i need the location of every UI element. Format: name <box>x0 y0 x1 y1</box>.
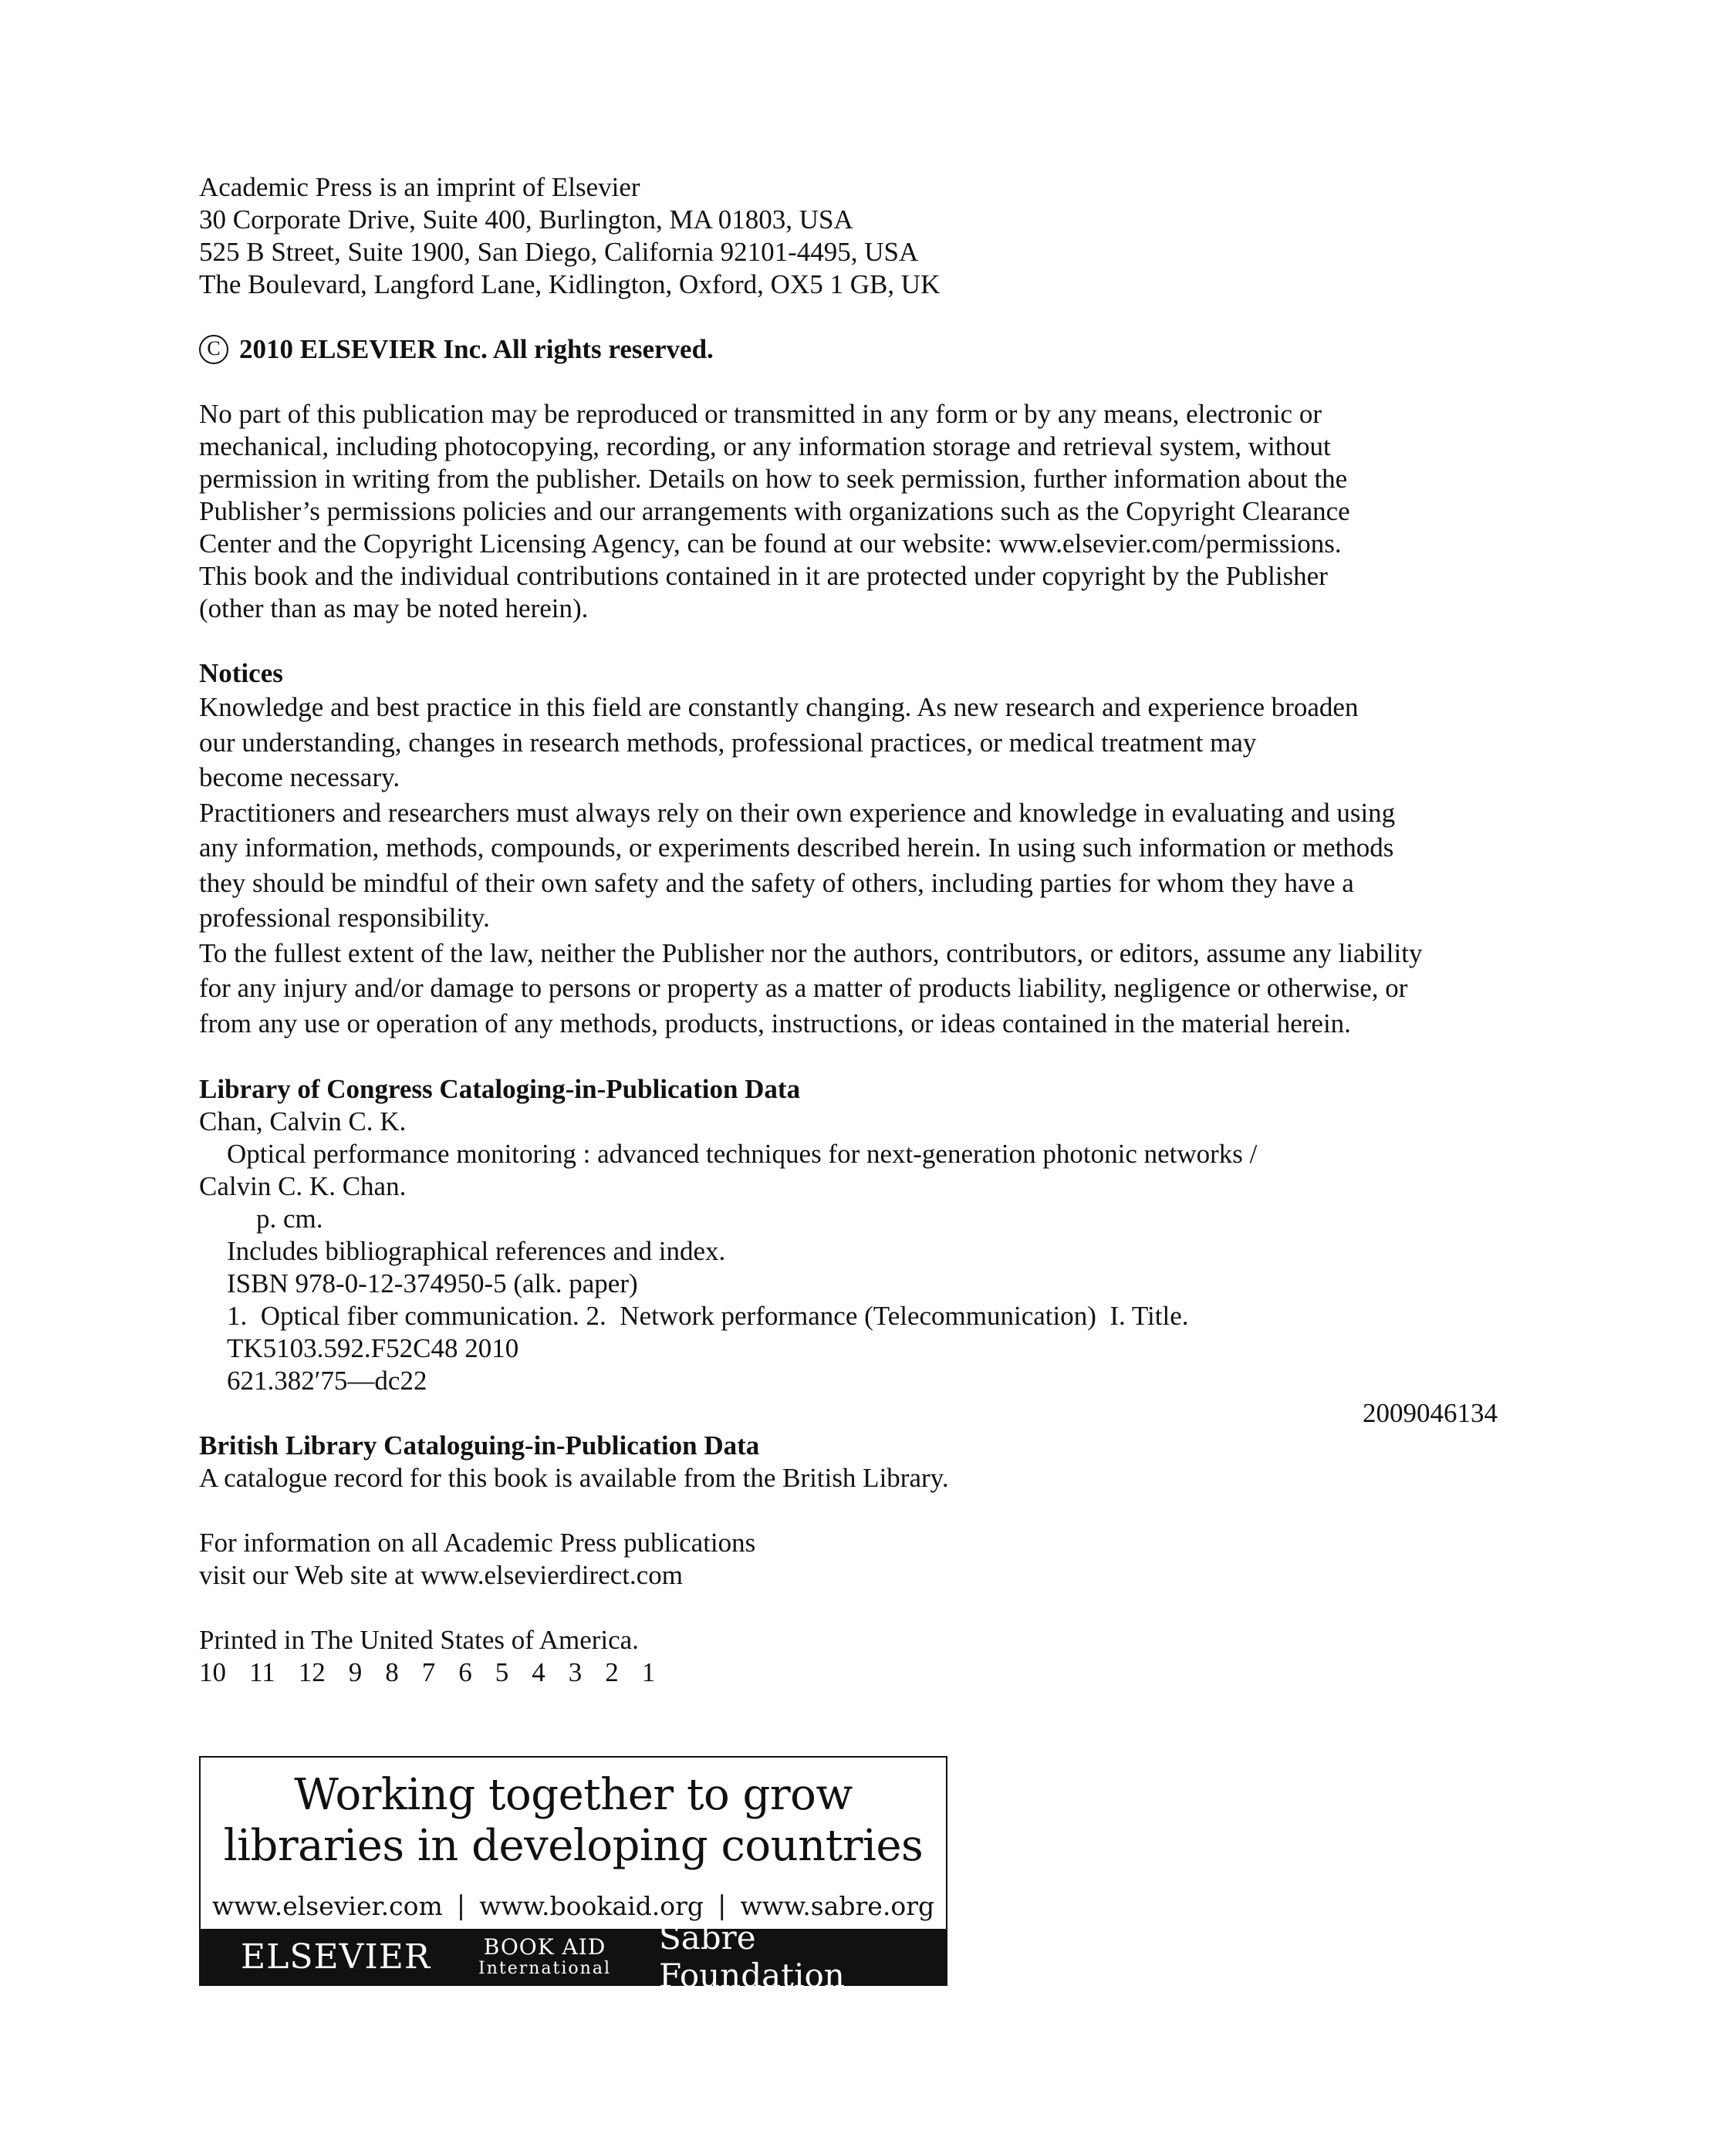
bookaid-logo-bottom: International <box>478 1958 611 1978</box>
info-line: For information on all Academic Press publications <box>199 1528 756 1558</box>
printing-number: 5 <box>495 1657 509 1687</box>
notice-line: any information, methods, compounds, or experiments described herein. In using such information or methods <box>199 832 1394 863</box>
elsevier-url-link[interactable]: www.elsevier.com <box>211 1890 443 1921</box>
notice-line: Knowledge and best practice in this field are constantly changing. As new research and experience broaden <box>199 692 1359 722</box>
loc-cip-section <box>199 1073 1542 1430</box>
printed-in: Printed in The United States of America. <box>199 1625 639 1655</box>
printing-number: 3 <box>568 1657 583 1687</box>
notice-line: professional responsibility. <box>199 903 490 933</box>
info-website-line: visit our Web site at www.elsevierdirect.com <box>199 1560 684 1590</box>
rights-line: mechanical, including photocopying, recording, or any information storage and retrieval system, without <box>199 431 1331 461</box>
sabre-url-link[interactable]: www.sabre.org <box>740 1890 935 1921</box>
cip-title-continued: Calvin C. K. Chan. <box>199 1171 407 1201</box>
printing-number: 8 <box>385 1657 399 1687</box>
url-separator: | <box>718 1890 727 1921</box>
banner-headline-line: libraries in developing countries <box>223 1821 924 1871</box>
notice-line: for any injury and/or damage to persons or property as a matter of products liability, negligence or otherwise, or <box>199 973 1408 1003</box>
cip-bibliography: Includes bibliographical references and index. <box>227 1236 726 1266</box>
british-cip-section <box>199 1430 1542 1494</box>
printing-number: 11 <box>249 1657 275 1687</box>
notices-section <box>199 657 1542 1041</box>
british-cip-text: A catalogue record for this book is available from the British Library. <box>199 1463 949 1493</box>
url-separator: | <box>456 1890 466 1921</box>
notice-line: they should be mindful of their own safety and the safety of others, including parties for whom they have a <box>199 867 1354 898</box>
address-line: 30 Corporate Drive, Suite 400, Burlington, MA 01803, USA <box>199 204 853 235</box>
rights-line: This book and the individual contributions contained in it are protected under copyright by the Publisher <box>199 561 1328 591</box>
british-cip-heading: British Library Cataloguing-in-Publication Data <box>199 1430 760 1461</box>
printing-number: 12 <box>298 1657 326 1687</box>
printing-number: 10 <box>199 1657 226 1687</box>
banner-headline <box>201 1770 946 1872</box>
notice-line: our understanding, changes in research methods, professional practices, or medical treatment may <box>199 727 1257 758</box>
imprint-line: Academic Press is an imprint of Elsevier <box>199 172 640 202</box>
address-line: 525 B Street, Suite 1900, San Diego, California 92101-4495, USA <box>199 237 919 267</box>
sabre-foundation-logo: Sabre Foundation <box>658 1919 845 1994</box>
cip-lccn: 2009046134 <box>1363 1398 1498 1428</box>
loc-cip-heading: Library of Congress Cataloging-in-Publication Data <box>199 1074 801 1104</box>
cip-title: Optical performance monitoring : advanced techniques for next-generation photonic networks / <box>227 1139 1258 1169</box>
address-line: The Boulevard, Langford Lane, Kidlington, Oxford, OX5 1 GB, UK <box>199 269 941 299</box>
cip-lc-class: TK5103.592.F52C48 2010 <box>227 1333 519 1363</box>
cip-isbn: ISBN 978-0-12-374950-5 (alk. paper) <box>227 1268 638 1298</box>
cip-subjects: 1. Optical fiber communication. 2. Network performance (Telecommunication) I. Title. <box>227 1301 1189 1331</box>
banner-headline-line: Working together to grow <box>294 1770 853 1820</box>
printing-number: 1 <box>641 1657 656 1687</box>
printing-number: 4 <box>532 1657 545 1687</box>
printing-section <box>199 1624 1542 1689</box>
notice-line: Practitioners and researchers must always rely on their own experience and knowledge in evaluating and using <box>199 797 1396 828</box>
notice-line: To the fullest extent of the law, neither the Publisher nor the authors, contributors, or editors, assume any liability <box>199 937 1423 968</box>
info-section <box>199 1527 1542 1592</box>
rights-line: No part of this publication may be reproduced or transmitted in any form or by any means, electronic or <box>199 399 1322 429</box>
rights-line: (other than as may be noted herein). <box>199 593 589 623</box>
elsevier-logo: ELSEVIER <box>241 1937 431 1977</box>
printing-number: 6 <box>458 1657 472 1687</box>
printing-number: 7 <box>421 1657 436 1687</box>
printing-number-line <box>199 1656 1542 1689</box>
copyright-symbol-icon: C <box>199 335 228 364</box>
rights-paragraph <box>199 398 1542 625</box>
cip-dewey: 621.382′75—dc22 <box>227 1366 427 1396</box>
copyright-page <box>199 171 1542 1689</box>
bookaid-url-link[interactable]: www.bookaid.org <box>479 1890 704 1921</box>
bookaid-logo-top: BOOK AID <box>483 1933 606 1960</box>
notice-line: become necessary. <box>199 762 400 792</box>
copyright-text: 2010 ELSEVIER Inc. All rights reserved. <box>239 334 714 364</box>
rights-line: permission in writing from the publisher. Details on how to seek permission, further information about the <box>199 464 1348 494</box>
bookaid-logo <box>478 1933 611 1978</box>
rights-line: Publisher’s permissions policies and our arrangements with organizations such as the Copyright Clearance <box>199 496 1350 526</box>
notice-line: from any use or operation of any methods, products, instructions, or ideas contained in the material herein. <box>199 1008 1351 1038</box>
rights-line: Center and the Copyright Licensing Agency, can be found at our website: www.elsevier.com/permissions. <box>199 528 1342 559</box>
copyright-notice <box>199 333 1542 366</box>
book-aid-banner <box>199 1756 947 1994</box>
banner-logo-strip <box>201 1919 946 1994</box>
printing-number: 2 <box>605 1657 619 1687</box>
cip-author: Chan, Calvin C. K. <box>199 1106 407 1136</box>
banner-urls <box>201 1890 946 1921</box>
cip-pages: p. cm. <box>256 1204 323 1234</box>
printing-number: 9 <box>348 1657 363 1687</box>
notices-heading: Notices <box>199 658 283 688</box>
